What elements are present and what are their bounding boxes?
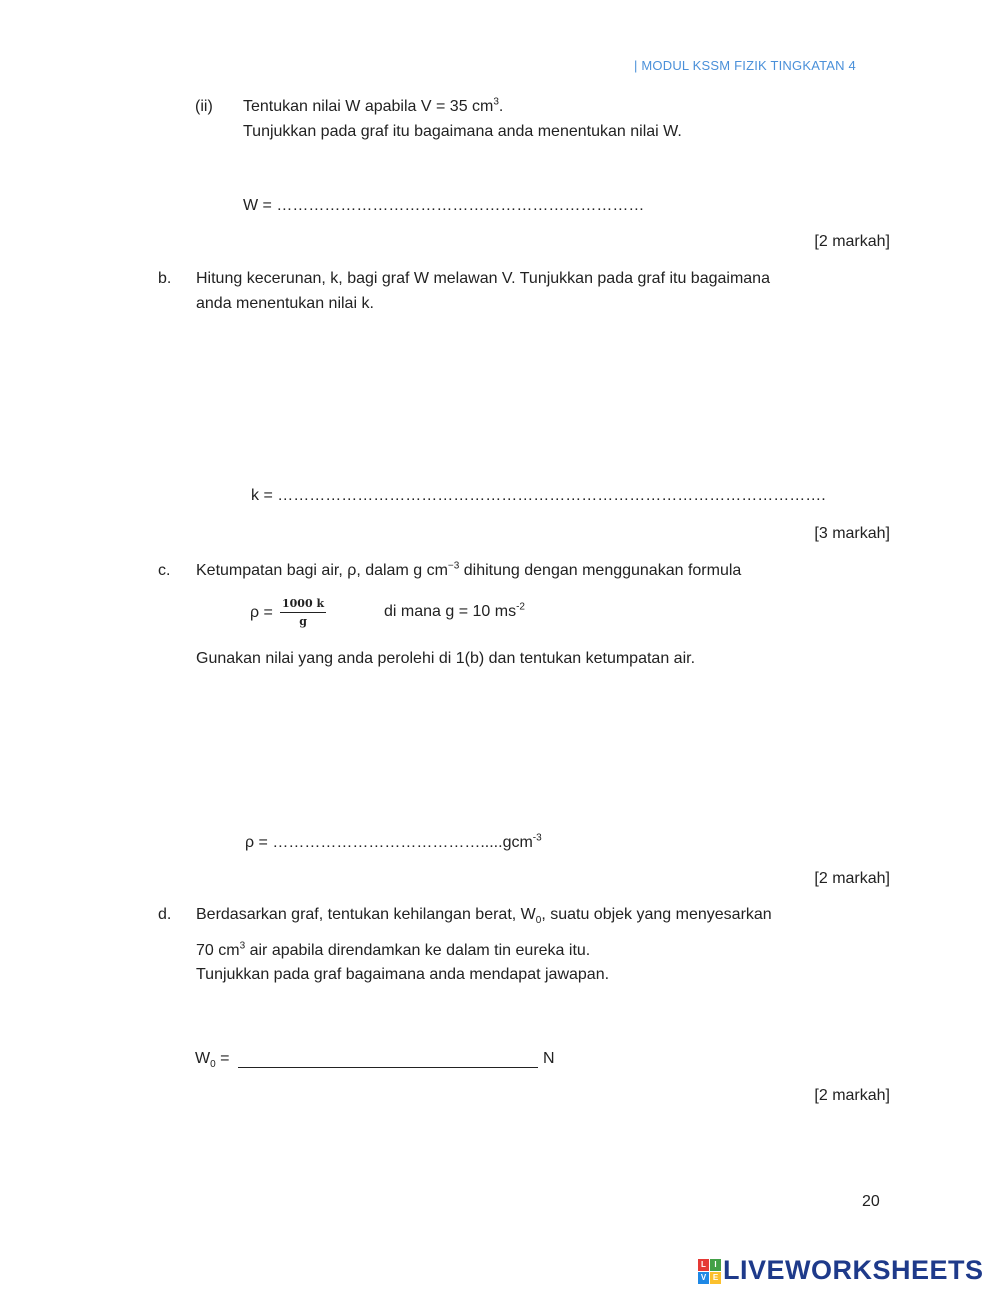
answer-w0-unit: N bbox=[543, 1050, 555, 1067]
question-label-b: b. bbox=[158, 270, 172, 287]
logo-letter: I bbox=[710, 1259, 721, 1271]
question-d-line2: 70 $cm^3$ air apabila direndamkan ke dalam tin eureka itu. bbox=[196, 940, 591, 959]
question-c-line1: Ketumpatan bagi air, ρ, dalam g $cm^{-3}$ dihitung dengan menggunakan formula bbox=[196, 560, 742, 579]
formula-fraction bbox=[280, 597, 326, 628]
question-b-line2: anda menentukan nilai k. bbox=[196, 295, 374, 312]
logo-letter: V bbox=[698, 1272, 709, 1284]
logo-letter: E bbox=[710, 1272, 721, 1284]
answer-w0-label: $W_0$ = bbox=[195, 1050, 230, 1071]
question-b-line1: Hitung kecerunan, k, bagi graf W melawan V. Tunjukkan pada graf itu bagaimana bbox=[196, 270, 770, 287]
question-ii-line1: Tentukan nilai W apabila V = 35 $cm^3$. bbox=[243, 96, 504, 115]
answer-rho-field[interactable]: ρ = ………………………………….....gcm$^{-3}$ bbox=[245, 832, 542, 851]
marks-b: [3 markah] bbox=[814, 525, 890, 542]
question-label-d: d. bbox=[158, 906, 172, 923]
question-ii-line2: Tunjukkan pada graf itu bagaimana anda menentukan nilai W. bbox=[243, 123, 682, 140]
formula-denominator: g bbox=[299, 615, 307, 628]
question-d-line1: Berdasarkan graf, tentukan kehilangan berat, $W_0$, suatu objek yang menyesarkan bbox=[196, 906, 772, 927]
answer-w0-field[interactable] bbox=[238, 1067, 538, 1068]
question-label-ii: (ii) bbox=[195, 98, 213, 115]
question-d-line3: Tunjukkan pada graf bagaimana anda mendapat jawapan. bbox=[196, 966, 610, 983]
question-label-c: c. bbox=[158, 562, 171, 579]
marks-d: [2 markah] bbox=[814, 1087, 890, 1104]
marks-ii: [2 markah] bbox=[814, 233, 890, 250]
page-number: 20 bbox=[862, 1193, 880, 1210]
formula-lhs: ρ = bbox=[250, 604, 273, 621]
liveworksheets-logo-icon bbox=[698, 1259, 720, 1283]
question-c-line3: Gunakan nilai yang anda perolehi di 1(b) dan tentukan ketumpatan air. bbox=[196, 650, 696, 667]
logo-letter: L bbox=[698, 1259, 709, 1271]
formula-where: di mana g = 10 $ms^{-2}$ bbox=[384, 601, 525, 620]
module-header: | MODUL KSSM FIZIK TINGKATAN 4 bbox=[634, 58, 856, 73]
liveworksheets-brand bbox=[698, 1255, 984, 1286]
answer-k-field[interactable]: k = …………………………………………………………………………………………. bbox=[251, 487, 826, 504]
answer-w-field[interactable]: W = …………………………………………………………… bbox=[243, 197, 645, 214]
formula-numerator: 1000 k bbox=[280, 597, 326, 613]
marks-c: [2 markah] bbox=[814, 870, 890, 887]
brand-name: LIVEWORKSHEETS bbox=[723, 1255, 984, 1285]
